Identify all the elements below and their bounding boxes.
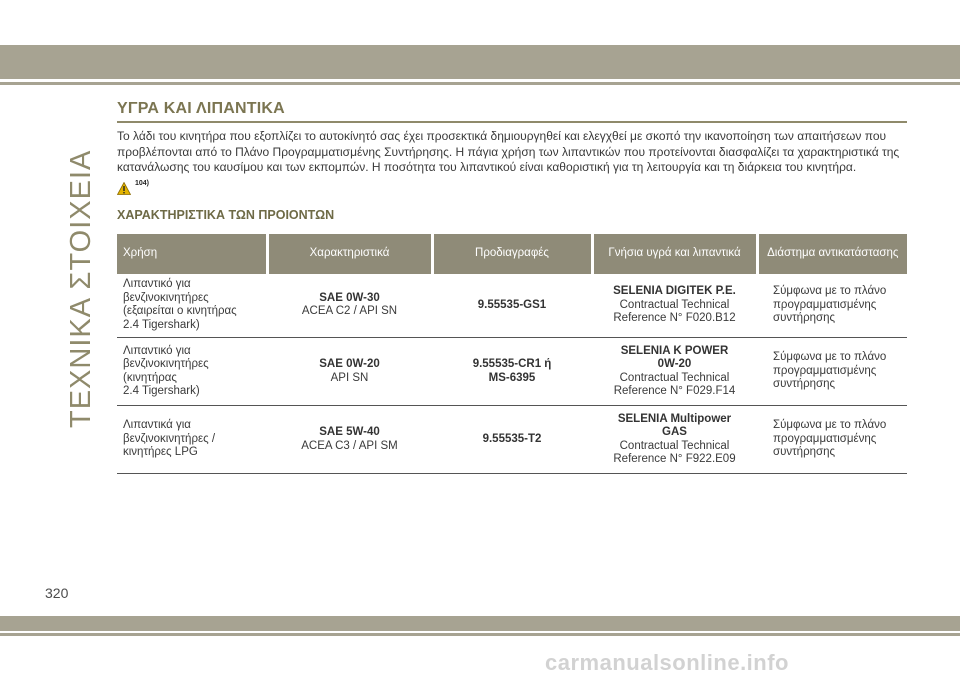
product-ref-line: Reference N° F020.B12 xyxy=(613,312,736,324)
heading-rule xyxy=(117,121,907,123)
site-watermark: carmanualsonline.info xyxy=(545,650,789,675)
use-line: βενζινοκινητήρες xyxy=(123,358,209,370)
page-content xyxy=(117,100,907,474)
cell-use xyxy=(117,274,267,338)
interval-line: συντήρησης xyxy=(773,378,836,391)
viscosity-grade: SAE 0W-30 xyxy=(319,291,380,304)
interval-line: συντήρησης xyxy=(773,446,836,459)
interval-line: προγραμματισμένης xyxy=(773,364,877,377)
use-line: Λιπαντικά για xyxy=(123,419,191,432)
product-name: SELENIA Multipower xyxy=(617,412,732,425)
cell-interval xyxy=(757,338,907,406)
interval-line: Σύμφωνα με το πλάνο xyxy=(773,351,887,364)
table-row xyxy=(117,338,907,406)
product-ref-line: Contractual Technical xyxy=(619,298,730,311)
header-genuine-products: Γνήσια υγρά και λιπαντικά xyxy=(592,234,757,274)
use-line: βενζινοκινητήρες xyxy=(123,291,209,304)
cell-use xyxy=(117,406,267,474)
interval-line: συντήρησης xyxy=(773,312,836,324)
product-name: GAS xyxy=(662,426,687,438)
header-interval: Διάστημα αντικατάστασης xyxy=(757,234,907,274)
interval-line: Σύμφωνα με το πλάνο xyxy=(773,285,887,297)
interval-line: Σύμφωνα με το πλάνο xyxy=(773,419,887,432)
side-section-title-text: ΤΕΧΝΙΚΑ ΣΤΟΙΧΕΙΑ xyxy=(65,149,97,428)
warning-note xyxy=(117,178,907,200)
viscosity-grade: SAE 0W-20 xyxy=(319,358,380,370)
product-name: SELENIA K POWER xyxy=(620,344,729,357)
cell-characteristics xyxy=(267,338,432,406)
cell-specification xyxy=(432,338,592,406)
use-line: 2.4 Tigershark) xyxy=(123,318,200,331)
warning-triangle-icon xyxy=(117,182,131,195)
use-line: Λιπαντικό για xyxy=(123,344,191,357)
intro-paragraph: Το λάδι του κινητήρα που εξοπλίζει το αυτοκίνητό σας έχει προσεκτικά δημιουργηθεί και ελεγχθεί με σκοπό την ικανοποίηση των απαιτήσεων που προβλέπονται από το Πλάνο Προγραμματισμένης Συντήρησης. Η πάγια χρήση των λιπαντικών που προτείνονται διασφαλίζει τα χαρακτηριστικά της κατανάλωσης του καυσίμου και των εκπομπών. Η ποσότητα του λιπαντικού είναι καθοριστική για τη λειτουργία και τη διάρκεια του κινητήρα. xyxy=(117,129,900,174)
bottom-decor-bar xyxy=(0,616,960,631)
product-name: 0W-20 xyxy=(657,358,692,370)
header-characteristics: Χαρακτηριστικά xyxy=(267,234,432,274)
cell-characteristics xyxy=(267,274,432,338)
spec-line: 9.55535-T2 xyxy=(482,432,542,445)
standard-text: ACEA C2 / API SN xyxy=(301,305,398,318)
viscosity-grade: SAE 5W-40 xyxy=(319,426,380,438)
table-header-row xyxy=(117,234,907,274)
lubricants-table xyxy=(117,234,907,475)
use-line: 2.4 Tigershark) xyxy=(123,385,200,397)
top-decor-line xyxy=(0,82,960,85)
product-ref-line: Reference N° F922.E09 xyxy=(613,453,736,465)
cell-specification xyxy=(432,406,592,474)
spec-line: 9.55535-GS1 xyxy=(477,298,547,311)
product-ref-line: Reference N° F029.F14 xyxy=(613,385,736,397)
product-ref-line: Contractual Technical xyxy=(619,439,730,452)
cell-specification xyxy=(432,274,592,338)
cell-product xyxy=(592,406,757,474)
page-heading: ΥΓΡΑ ΚΑΙ ΛΙΠΑΝΤΙΚΑ xyxy=(117,100,285,117)
table-row xyxy=(117,274,907,338)
product-ref-line: Contractual Technical xyxy=(619,371,730,384)
bottom-decor-line xyxy=(0,633,960,636)
cell-product xyxy=(592,274,757,338)
use-line: κινητήρες LPG xyxy=(123,446,198,459)
spec-line: 9.55535-CR1 ή xyxy=(472,358,552,370)
top-margin xyxy=(0,0,960,45)
use-line: (κινητήρας xyxy=(123,371,177,384)
top-decor-bar xyxy=(0,45,960,79)
interval-line: προγραμματισμένης xyxy=(773,432,877,445)
cell-product xyxy=(592,338,757,406)
use-line: (εξαιρείται ο κινητήρας xyxy=(123,305,237,318)
cell-characteristics xyxy=(267,406,432,474)
standard-text: ACEA C3 / API SM xyxy=(301,439,398,452)
page-number: 320 xyxy=(45,585,69,601)
interval-line: προγραμματισμένης xyxy=(773,298,877,311)
product-name: SELENIA DIGITEK P.E. xyxy=(613,285,736,297)
cell-interval xyxy=(757,274,907,338)
cell-use xyxy=(117,338,267,406)
header-use: Χρήση xyxy=(117,234,267,274)
standard-text: API SN xyxy=(330,371,369,384)
use-line: Λιπαντικό για xyxy=(123,278,191,291)
warning-reference: 104) xyxy=(135,179,150,187)
header-specifications: Προδιαγραφές xyxy=(432,234,592,274)
table-row xyxy=(117,406,907,474)
cell-interval xyxy=(757,406,907,474)
use-line: βενζινοκινητήρες / xyxy=(123,432,216,445)
spec-line: MS-6395 xyxy=(488,371,536,384)
products-subheading: ΧΑΡΑΚΤΗΡΙΣΤΙΚΑ ΤΩΝ ΠΡΟΙΟΝΤΩΝ xyxy=(117,207,335,222)
